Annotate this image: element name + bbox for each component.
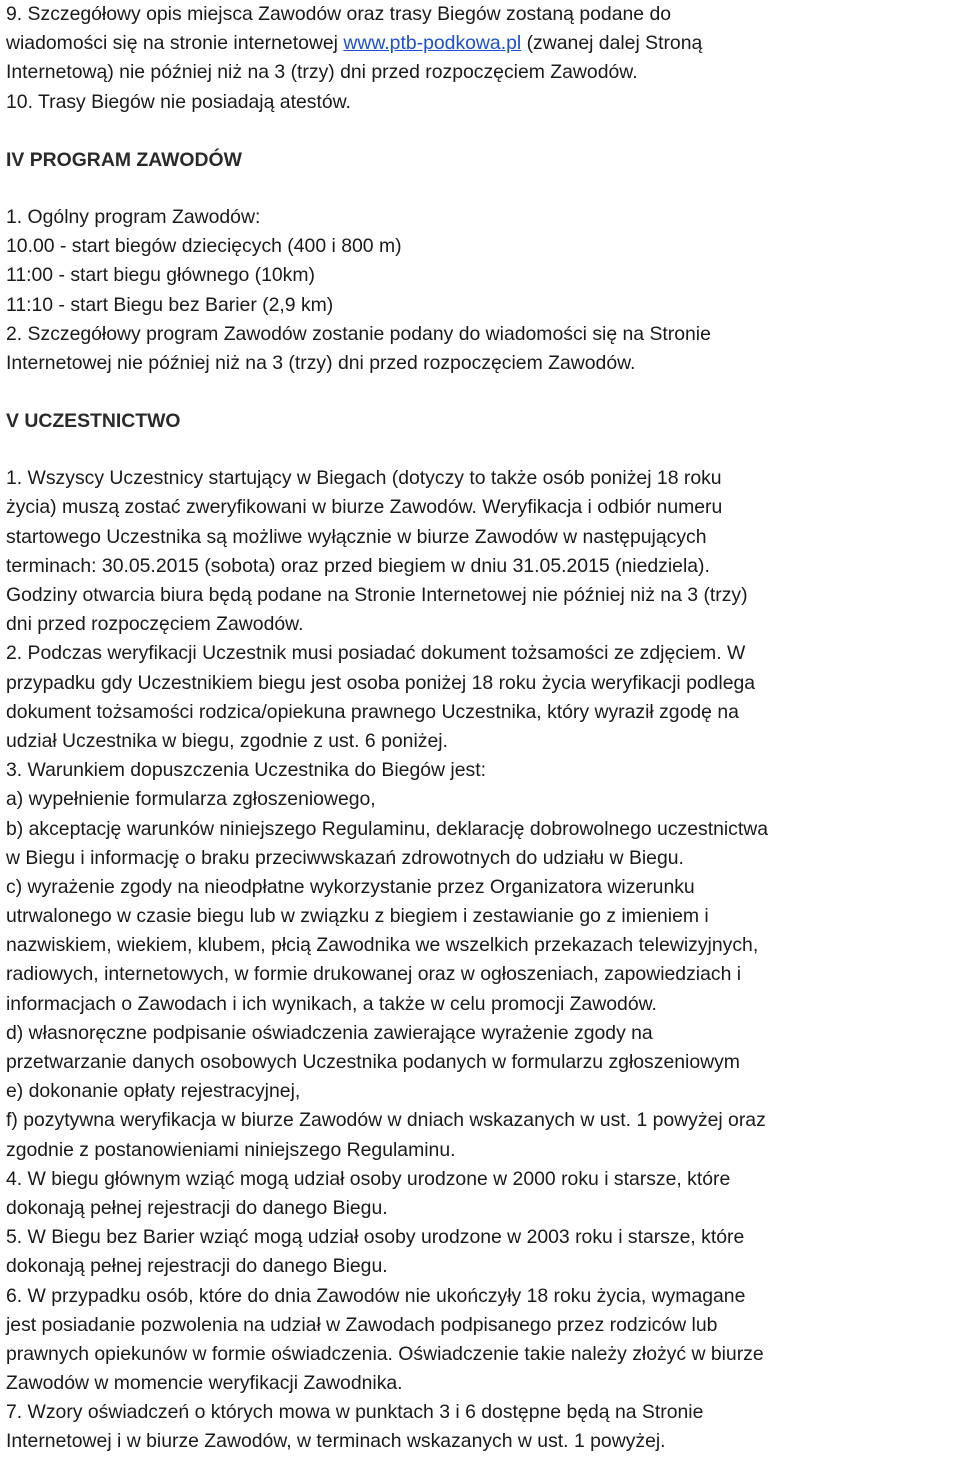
text-line: Internetowej i w biurze Zawodów, w terminach wskazanych w ust. 1 powyżej. — [6, 1430, 666, 1453]
text-line: 11:00 - start biegu głównego (10km) — [6, 264, 315, 287]
text-line: prawnych opiekunów w formie oświadczenia. Oświadczenie takie należy złożyć w biurze — [6, 1342, 764, 1365]
text-line: dokonają pełnej rejestracji do danego Biegu. — [6, 1196, 388, 1219]
text-line: wiadomości się na stronie internetowej www.ptb-podkowa.pl (zwanej dalej Stroną — [6, 32, 703, 55]
spacer — [6, 436, 960, 464]
text-line: udział Uczestnika w biegu, zgodnie z ust. 6 poniżej. — [6, 729, 448, 752]
text-line: 1. Wszyscy Uczestnicy startujący w Biegach (dotyczy to także osób poniżej 18 roku — [6, 467, 722, 490]
text-line: Internetowej nie później niż na 3 (trzy) dni przed rozpoczęciem Zawodów. — [6, 351, 636, 374]
section-5-body — [6, 464, 960, 1456]
text-line: 7. Wzory oświadczeń o których mowa w punktach 3 i 6 dostępne będą na Stronie — [6, 1401, 704, 1424]
text-line: 2. Szczegółowy program Zawodów zostanie podany do wiadomości się na Stronie — [6, 322, 711, 345]
text-line: 10. Trasy Biegów nie posiadają atestów. — [6, 90, 351, 113]
section-heading-uczestnictwo: V UCZESTNICTWO — [6, 410, 181, 433]
spacer — [6, 117, 960, 146]
text-line: w Biegu i informację o braku przeciwwskazań zdrowotnych do udziału w Biegu. — [6, 846, 684, 869]
text-line: zgodnie z postanowieniami niniejszego Regulaminu. — [6, 1138, 456, 1161]
text-line: radiowych, internetowych, w formie drukowanej oraz w ogłoszeniach, zapowiedziach i — [6, 963, 742, 986]
text-line: przetwarzanie danych osobowych Uczestnika podanych w formularzu zgłoszeniowym — [6, 1051, 740, 1073]
text-line: terminach: 30.05.2015 (sobota) oraz przed biegiem w dniu 31.05.2015 (niedziela). — [6, 554, 710, 577]
text-line: dokonają pełnej rejestracji do danego Biegu. — [6, 1255, 388, 1278]
text-line: a) wypełnienie formularza zgłoszeniowego, — [6, 788, 376, 811]
section-3-tail — [6, 0, 960, 117]
website-link[interactable]: www.ptb-podkowa.pl — [343, 32, 522, 55]
text-line: e) dokonanie opłaty rejestracyjnej, — [6, 1080, 301, 1103]
text-line: 6. W przypadku osób, które do dnia Zawodów nie ukończyły 18 roku życia, wymagane — [6, 1284, 746, 1307]
text-line: startowego Uczestnika są możliwe wyłącznie w biurze Zawodów w następujących — [6, 525, 707, 548]
text-line: Godziny otwarcia biura będą podane na Stronie Internetowej nie później niż na 3 (trzy) — [6, 584, 748, 606]
text-line: f) pozytywna weryfikacja w biurze Zawodów w dniach wskazanych w ust. 1 powyżej oraz — [6, 1109, 766, 1132]
text-line: przypadku gdy Uczestnikiem biegu jest osoba poniżej 18 roku życia weryfikacji podlega — [6, 671, 756, 694]
text-line: Zawodów w momencie weryfikacji Zawodnika. — [6, 1372, 403, 1395]
text-line: życia) muszą zostać zweryfikowani w biurze Zawodów. Weryfikacja i odbiór numeru — [6, 496, 723, 519]
text-line: jest posiadanie pozwolenia na udział w Zawodach podpisanego przez rodziców lub — [6, 1313, 718, 1336]
text-line: c) wyrażenie zgody na nieodpłatne wykorzystanie przez Organizatora wizerunku — [6, 875, 695, 898]
text-line: utrwalonego w czasie biegu lub w związku z biegiem i zestawianie go z imieniem i — [6, 905, 709, 928]
section-heading-program: IV PROGRAM ZAWODÓW — [6, 148, 242, 171]
text-line: nazwiskiem, wiekiem, klubem, płcią Zawodnika we wszelkich przekazach telewizyjnych, — [6, 934, 759, 957]
text-line: b) akceptację warunków niniejszego Regulaminu, deklarację dobrowolnego uczestnictwa — [6, 817, 769, 840]
text-line: 3. Warunkiem dopuszczenia Uczestnika do Biegów jest: — [6, 759, 486, 782]
text-line: 11:10 - start Biegu bez Barier (2,9 km) — [6, 293, 334, 316]
section-4-body — [6, 203, 960, 378]
text-line: d) własnoręczne podpisanie oświadczenia zawierające wyrażenie zgody na — [6, 1021, 653, 1044]
text-line: informacjach o Zawodach i ich wynikach, a także w celu promocji Zawodów. — [6, 992, 657, 1015]
spacer — [6, 175, 960, 203]
text-line: 9. Szczegółowy opis miejsca Zawodów oraz trasy Biegów zostaną podane do — [6, 3, 672, 25]
text-line: 4. W biegu głównym wziąć mogą udział osoby urodzone w 2000 roku i starsze, które — [6, 1167, 731, 1190]
text-line: 2. Podczas weryfikacji Uczestnik musi posiadać dokument tożsamości ze zdjęciem. W — [6, 642, 746, 665]
text-line: dni przed rozpoczęciem Zawodów. — [6, 613, 304, 636]
text-line: 10.00 - start biegów dziecięcych (400 i 800 m) — [6, 235, 402, 258]
text-line: Internetową) nie później niż na 3 (trzy) dni przed rozpoczęciem Zawodów. — [6, 61, 638, 84]
text-line: 1. Ogólny program Zawodów: — [6, 205, 261, 228]
text-line: 5. W Biegu bez Barier wziąć mogą udział osoby urodzone w 2003 roku i starsze, które — [6, 1226, 745, 1249]
spacer — [6, 378, 960, 407]
text-line: dokument tożsamości rodzica/opiekuna prawnego Uczestnika, który wyraził zgodę na — [6, 700, 739, 723]
